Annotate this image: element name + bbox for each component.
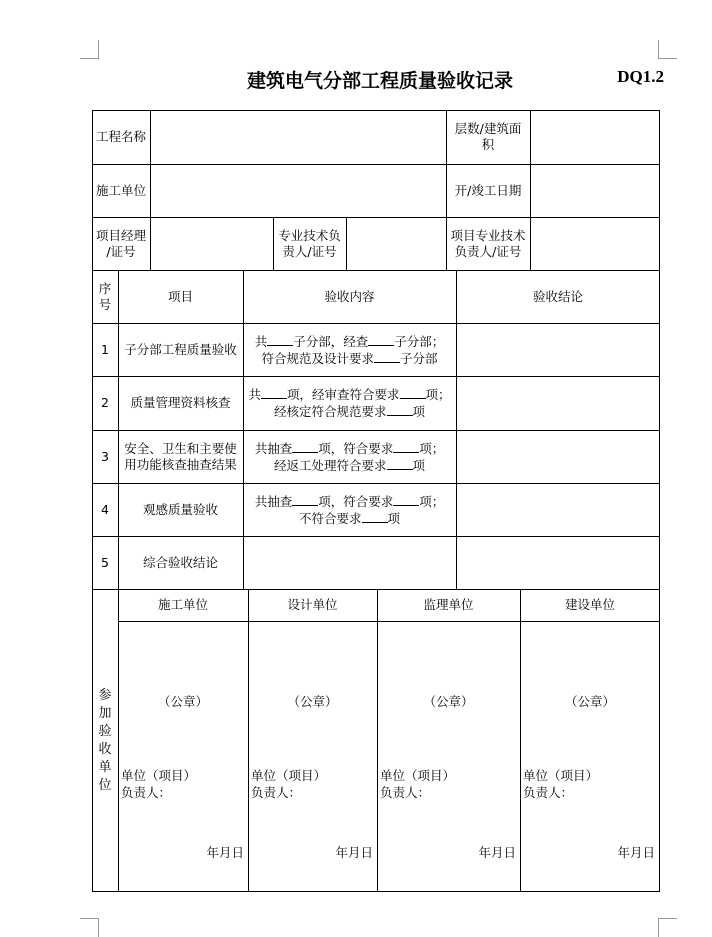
row-content: 共抽查 项，符合要求 项； 经返工处理符合要求 项: [254, 440, 445, 473]
header-seq: 序 号: [98, 280, 112, 312]
fill-blank[interactable]: [292, 493, 318, 506]
unit-project-label: 单位（项目）: [251, 768, 327, 783]
seal-label: （公章）: [157, 694, 208, 709]
header-item: 项目: [167, 288, 193, 304]
date-label: 年月日: [206, 845, 244, 860]
project-manager-field[interactable]: [151, 218, 273, 270]
rule: [118, 621, 660, 622]
dates-field[interactable]: [531, 165, 659, 217]
project-name-field[interactable]: [151, 111, 446, 164]
signatory-block: [380, 767, 455, 801]
fill-blank[interactable]: [400, 386, 426, 399]
contractor-label: 施工单位: [95, 182, 146, 198]
unit-header-design: 设计单位: [287, 597, 338, 612]
row-content: 共 项，经审查符合要求 项； 经核定符合规范要求 项: [248, 387, 451, 419]
seal-label: （公章）: [287, 694, 338, 709]
row-item: 安全、卫生和主要使 用功能核查抽查结果: [124, 440, 237, 472]
document-title: 建筑电气分部工程质量验收记录: [246, 70, 513, 92]
row-content: 共抽查 项，符合要求 项； 不符合要求 项: [254, 493, 445, 526]
row-item: 子分部工程质量验收: [124, 341, 237, 357]
project-tech-lead-label: 项目专业技术 负责人/证号: [450, 227, 526, 259]
row-seq: 3: [101, 448, 109, 464]
unit-project-label: 单位（项目）: [380, 768, 456, 783]
row-conclusion-field[interactable]: [457, 324, 659, 376]
row-item: 质量管理资料核查: [130, 395, 231, 410]
row-seq: 4: [101, 501, 109, 517]
person-in-charge-label: 负责人：: [380, 785, 431, 800]
project-name-label: 工程名称: [95, 129, 146, 144]
row-conclusion-field[interactable]: [457, 537, 659, 589]
crop-mark-bottom-left: [80, 918, 99, 937]
seal-label: （公章）: [564, 694, 615, 709]
row-item: 综合验收结论: [142, 554, 218, 570]
header-conclusion: 验收结论: [532, 288, 583, 304]
fill-blank[interactable]: [267, 333, 293, 346]
crop-mark-top-right: [658, 40, 677, 59]
fill-blank[interactable]: [387, 403, 413, 416]
signatory-block: [523, 767, 598, 801]
seal-label: （公章）: [423, 694, 474, 709]
contractor-field[interactable]: [151, 165, 446, 217]
form-code: DQ1.2: [617, 67, 664, 86]
signatory-block: [251, 767, 326, 801]
dates-label: 开/竣工日期: [454, 182, 522, 198]
row-item: 观感质量验收: [142, 501, 218, 517]
fill-blank[interactable]: [393, 493, 419, 506]
row-conclusion-field[interactable]: [457, 431, 659, 483]
fill-blank[interactable]: [362, 510, 388, 523]
project-manager-label: 项目经理 /证号: [95, 227, 146, 259]
project-tech-lead-field[interactable]: [531, 218, 659, 270]
header-content: 验收内容: [324, 288, 375, 304]
participants-side-label: 参加验收单位: [98, 688, 112, 793]
unit-project-label: 单位（项目）: [523, 768, 599, 783]
overall-conclusion-field[interactable]: [244, 537, 456, 589]
fill-blank[interactable]: [292, 440, 318, 453]
date-label: 年月日: [617, 845, 655, 860]
tech-lead-label: 专业技术负 责人/证号: [278, 227, 341, 259]
date-label: 年月日: [335, 845, 373, 860]
fill-blank[interactable]: [261, 386, 287, 399]
row-seq: 5: [101, 554, 109, 570]
floors-area-field[interactable]: [531, 111, 659, 164]
person-in-charge-label: 负责人：: [251, 785, 302, 800]
fill-blank[interactable]: [374, 350, 400, 363]
crop-mark-top-left: [80, 40, 99, 59]
floors-area-label: 层数/建筑面 积: [454, 121, 522, 152]
tech-lead-field[interactable]: [347, 218, 446, 270]
person-in-charge-label: 负责人：: [121, 785, 172, 800]
person-in-charge-label: 负责人：: [523, 785, 574, 800]
row-seq: 1: [101, 341, 109, 357]
fill-blank[interactable]: [393, 440, 419, 453]
row-content: 共 子分部，经查 子分部； 符合规范及设计要求 子分部: [254, 333, 445, 366]
unit-header-supervision: 监理单位: [423, 597, 474, 612]
date-label: 年月日: [478, 845, 516, 860]
unit-project-label: 单位（项目）: [121, 768, 197, 783]
row-conclusion-field[interactable]: [457, 484, 659, 536]
crop-mark-bottom-right: [658, 918, 677, 937]
row-seq: 2: [101, 395, 109, 410]
row-conclusion-field[interactable]: [457, 377, 659, 430]
fill-blank[interactable]: [368, 333, 394, 346]
unit-header-construction: 施工单位: [157, 597, 208, 612]
unit-header-owner: 建设单位: [564, 597, 615, 612]
fill-blank[interactable]: [387, 457, 413, 470]
signatory-block: [121, 767, 196, 801]
